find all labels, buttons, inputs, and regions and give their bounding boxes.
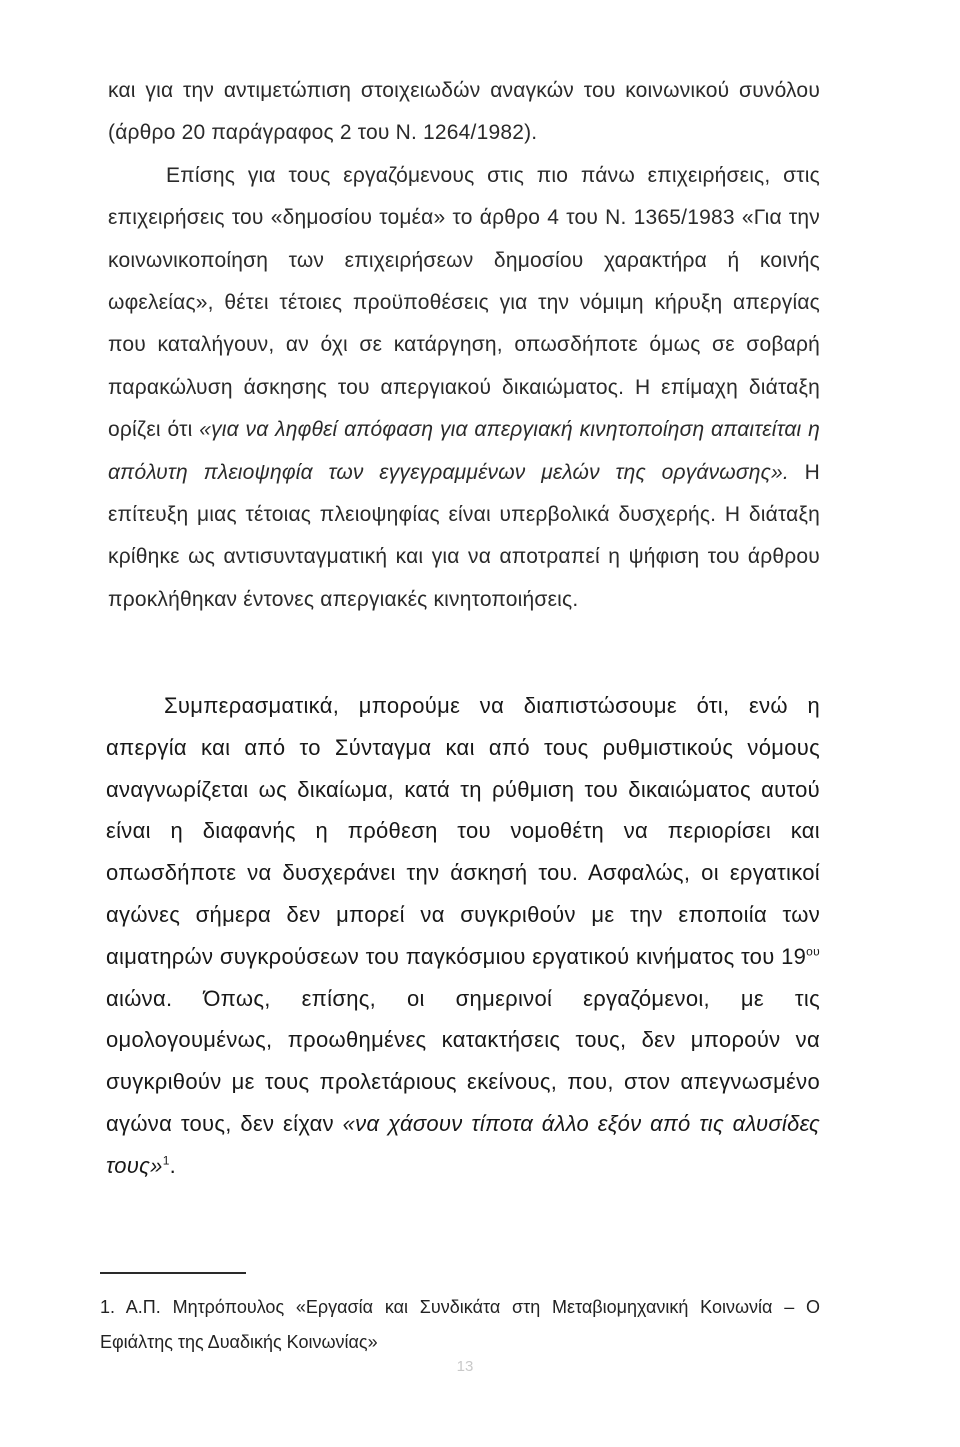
footnote [100,1290,820,1360]
footnote-reference: 1 [162,1153,170,1168]
manifesto-quote: «να χάσουν τίποτα άλλο εξόν από τις αλυσίδες τους» [106,1110,820,1178]
paragraph-text: Επίσης για τους εργαζόμενους στις πιο πάνω επιχειρήσεις, στις επιχειρήσεις του «δημοσίου τομέα» το άρθρο 4 του Ν. 1365/1983 «Για την κοινωνικοποίηση των επιχειρήσεων δημοσίου χαρακτήρα ή κοινής ωφελείας», θέτει τέτοιες προϋποθέσεις για την νόμιμη κήρυξη απεργίας που καταλήγουν, αν όχι σε κατάργηση, οπωσδήποτε όμως σε σοβαρή παρακώλυση άσκησης του απεργιακού δικαιώματος. Η επίμαχη διάταξη ορίζει ότι [108,163,820,442]
quoted-law-text: «για να ληφθεί απόφαση για απεργιακή κινητοποίηση απαιτείται η απόλυτη πλειοψηφία των εγγεγραμμένων μελών της οργάνωσης». [108,418,820,484]
conclusion-text: Συμπερασματικά, μπορούμε να διαπιστώσουμε ότι, ενώ η απεργία και από το Σύνταγμα και από τους ρυθμιστικούς νόμους αναγνωρίζεται ως δικαίωμα, κατά τη ρύθμιση του δικαιώματος αυτού είναι η διαφανής η πρόθεση του νομοθέτη να περιορίσει και οπωσδήποτε να δυσχεράνει την άσκησή του. Ασφαλώς, οι εργατικοί αγώνες σήμερα δεν μπορεί να συγκριθούν με την εποποιία των αιματηρών συγκρούσεων του παγκόσμιου εργατικού κινήματος του 19 [106,693,820,969]
conclusion-text-cont: αιώνα. Όπως, επίσης, οι σημερινοί εργαζόμενοι, με τις ομολογουμένως, προωθημένες κατακτήσεις τους, δεν μπορούν να συγκριθούν με τους προλετάριους εκείνους, που, στον απεγνωσμένο αγώνα τους, δεν είχαν [106,985,820,1136]
page-number: 13 [456,1358,474,1375]
paragraph-conclusion [106,685,820,1187]
paragraph-strike-law [108,155,820,621]
body-text-upper [108,70,820,621]
footnote-text: 1. Α.Π. Μητρόπουλος «Εργασία και Συνδικάτα στη Μεταβιομηχανική Κοινωνία – Ο Εφιάλτης της Δυαδικής Κοινωνίας» [100,1297,820,1352]
paragraph-text-end: Η επίτευξη μιας τέτοιας πλειοψηφίας είναι υπερβολικά δυσχερής. Η διάταξη κρίθηκε ως αντισυνταγματική και για να αποτραπεί η ψήφιση του άρθρου προκλήθηκαν έντονες απεργιακές κινητοποιήσεις. [108,460,821,611]
body-text-conclusion [106,685,820,1187]
footnote-divider [100,1272,246,1274]
paragraph-continuation-text: και για την αντιμετώπιση στοιχειωδών αναγκών του κοινωνικού συνόλου (άρθρο 20 παράγραφος 2 του Ν. 1264/1982). [108,79,820,145]
sentence-end: . [169,1152,177,1178]
century-superscript: ου [806,944,820,959]
paragraph-continuation [108,70,820,155]
